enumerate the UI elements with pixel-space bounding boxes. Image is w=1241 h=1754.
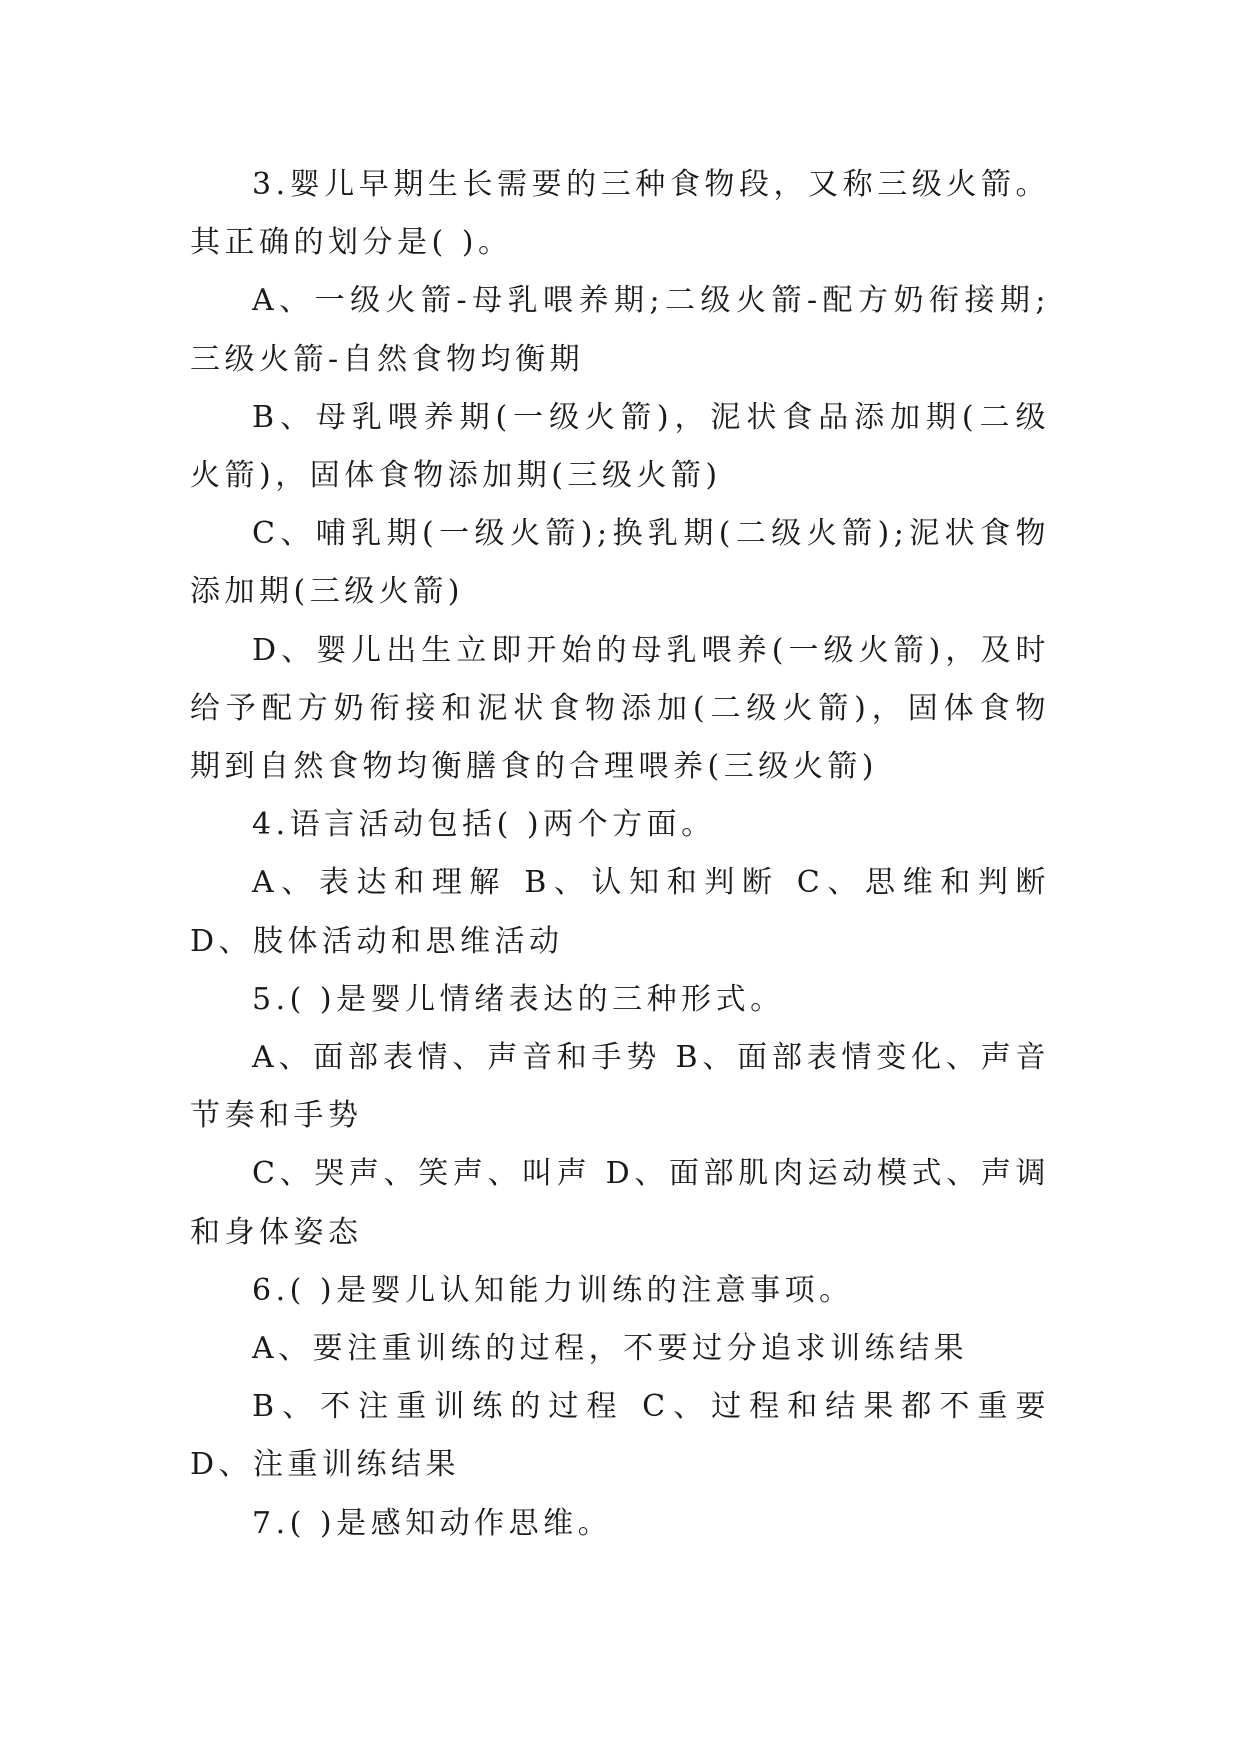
question-6-options-bcd: B、不注重训练的过程 C、过程和结果都不重要 D、注重训练结果	[190, 1389, 1050, 1483]
question-6: 6.( )是婴儿认知能力训练的注意事项。	[252, 1272, 854, 1308]
question-6-option-a: A、要注重训练的过程，不要过分追求训练结果	[252, 1331, 969, 1367]
question-3-option-b: B、母乳喂养期(一级火箭)，泥状食品添加期(二级火箭)，固体食物添加期(三级火箭)	[190, 399, 1050, 494]
question-4: 4.语言活动包括( )两个方面。	[252, 807, 716, 843]
question-3-option-a: A、一级火箭-母乳喂养期;二级火箭-配方奶衔接期;三级火箭-自然食物均衡期	[190, 283, 1050, 377]
question-3-option-d: D、婴儿出生立即开始的母乳喂养(一级火箭)，及时给予配方奶衔接和泥状食物添加(二级火箭)，固体食物期到自然食物均衡膳食的合理喂养(三级火箭)	[190, 632, 1050, 785]
question-5: 5.( )是婴儿情绪表达的三种形式。	[252, 981, 785, 1017]
question-3-option-c: C、哺乳期(一级火箭);换乳期(二级火箭);泥状食物添加期(三级火箭)	[190, 516, 1050, 610]
question-5-options-ab: A、面部表情、声音和手势 B、面部表情变化、声音节奏和手势	[190, 1040, 1050, 1134]
question-5-options-cd: C、哭声、笑声、叫声 D、面部肌肉运动模式、声调和身体姿态	[190, 1156, 1050, 1250]
question-3: 3.婴儿早期生长需要的三种食物段，又称三级火箭。其正确的划分是( )。	[190, 167, 1050, 261]
question-7: 7.( )是感知动作思维。	[252, 1505, 613, 1541]
document-body	[190, 156, 1050, 1553]
question-4-options: A、表达和理解 B、认知和判断 C、思维和判断 D、肢体活动和思维活动	[190, 865, 1050, 959]
